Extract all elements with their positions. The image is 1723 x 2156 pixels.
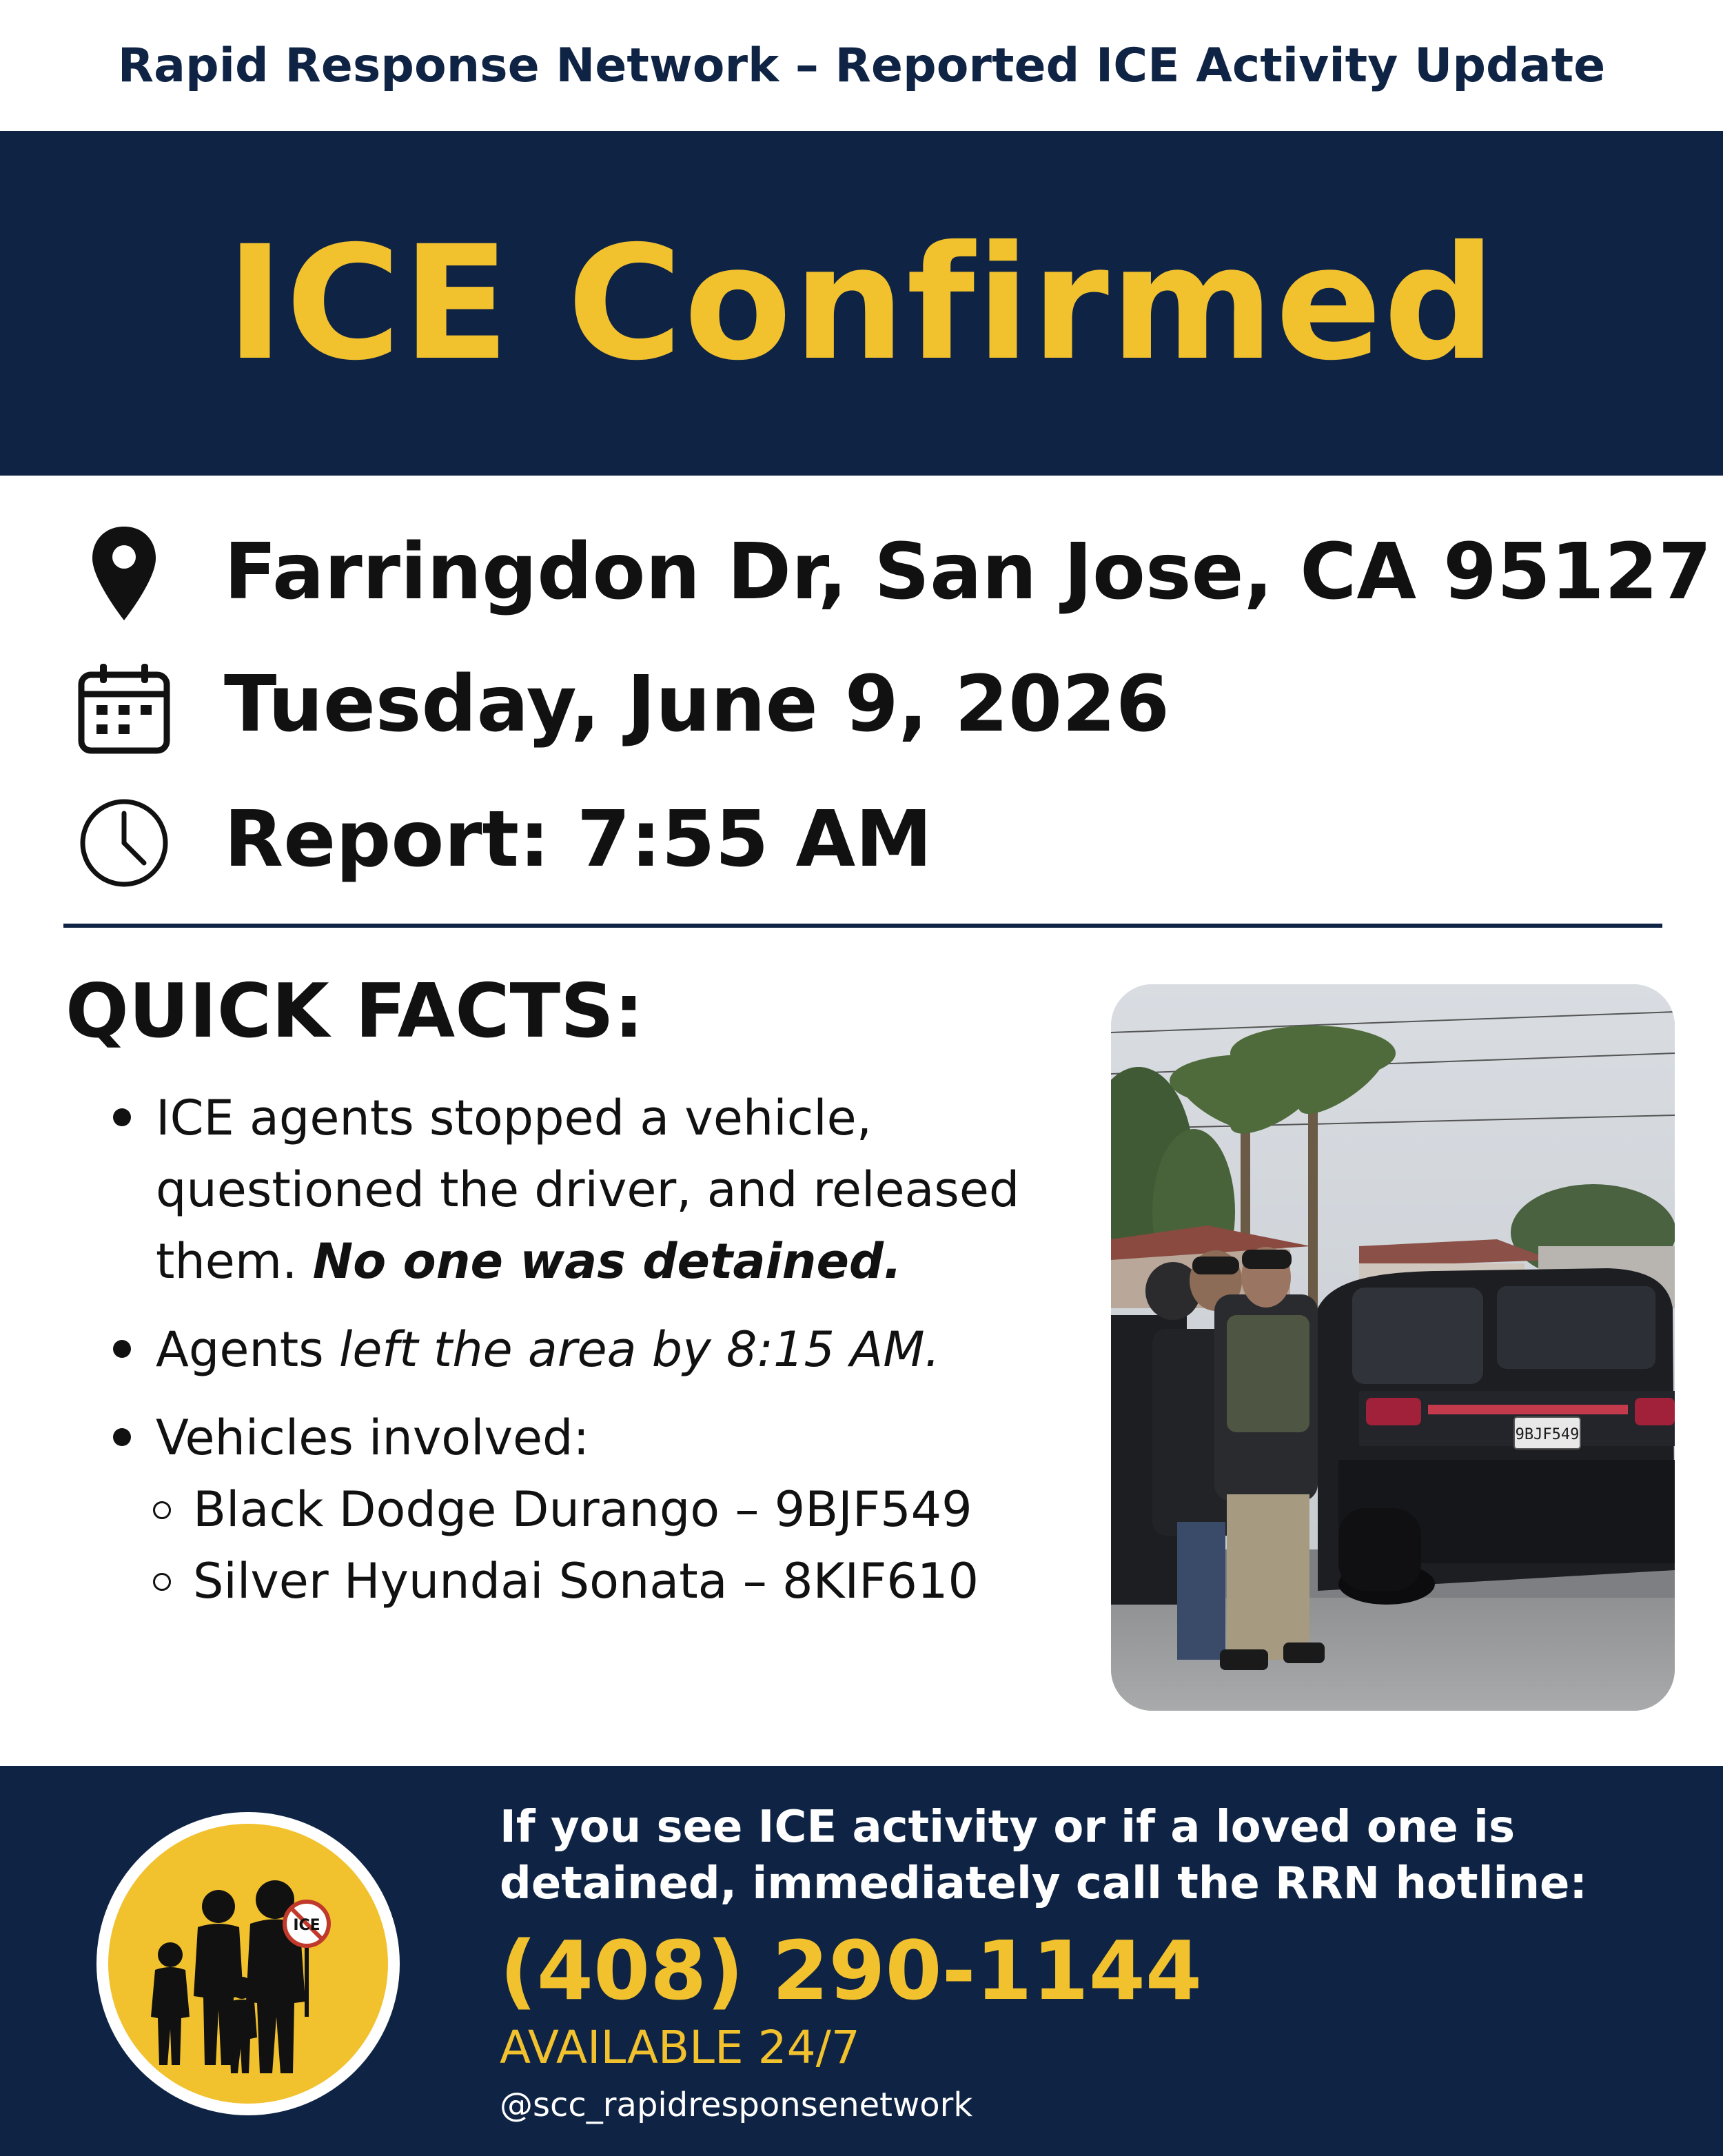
hotline-phone[interactable]: (408) 290-1144 <box>500 1923 1202 2018</box>
page-header-title: Rapid Response Network – Reported ICE Activity Update <box>117 38 1606 93</box>
quick-facts-list <box>103 1082 1096 1617</box>
location-pin-icon <box>69 524 179 627</box>
license-plate-text: 9BJF549 <box>1515 1426 1580 1443</box>
sub-list-item <box>103 1474 1096 1545</box>
vehicle-text: Black Dodge Durango – 9BJF549 <box>193 1481 972 1538</box>
location-text: Farringdon Dr, San Jose, CA 95127 <box>224 527 1712 617</box>
hollow-bullet-icon <box>153 1573 171 1591</box>
quick-facts-title: QUICK FACTS: <box>65 968 644 1055</box>
social-handle[interactable]: @scc_rapidresponsenetwork <box>500 2086 973 2124</box>
date-text: Tuesday, June 9, 2026 <box>224 660 1170 749</box>
bullet-emphasis: No one was detained. <box>312 1233 902 1290</box>
incident-photo <box>1111 984 1675 1711</box>
calendar-icon <box>69 656 179 760</box>
hero-headline: ICE Confirmed <box>225 212 1498 395</box>
report-time-text: Report: 7:55 AM <box>224 795 932 884</box>
date-row <box>0 649 1723 760</box>
time-row <box>0 784 1723 895</box>
hero-banner <box>0 131 1723 476</box>
logo-sign-text: ICE <box>293 1917 320 1934</box>
bullet-emphasis: left the area by 8:15 AM. <box>338 1321 940 1378</box>
bullet-icon <box>113 1428 131 1446</box>
bullet-text: Vehicles involved: <box>156 1410 590 1466</box>
list-item <box>103 1402 1096 1474</box>
clock-icon <box>69 791 179 895</box>
vehicle-text: Silver Hyundai Sonata – 8KIF610 <box>193 1553 979 1609</box>
bullet-icon <box>113 1108 131 1126</box>
list-item <box>103 1082 1096 1297</box>
availability-text: AVAILABLE 24/7 <box>500 2021 860 2074</box>
list-item <box>103 1314 1096 1385</box>
hotline-message: If you see ICE activity or if a loved one is detained, immediately call the RRN hotline: <box>500 1802 1587 1909</box>
bullet-text: Agents <box>156 1321 339 1378</box>
bullet-text: ICE agents stopped a vehicle, questioned the driver, and released them. <box>156 1090 1020 1290</box>
section-divider <box>63 924 1662 928</box>
hollow-bullet-icon <box>153 1501 171 1519</box>
sub-list-item <box>103 1545 1096 1617</box>
location-row <box>0 517 1723 627</box>
rrn-logo <box>94 1810 402 2117</box>
bullet-icon <box>113 1340 131 1358</box>
